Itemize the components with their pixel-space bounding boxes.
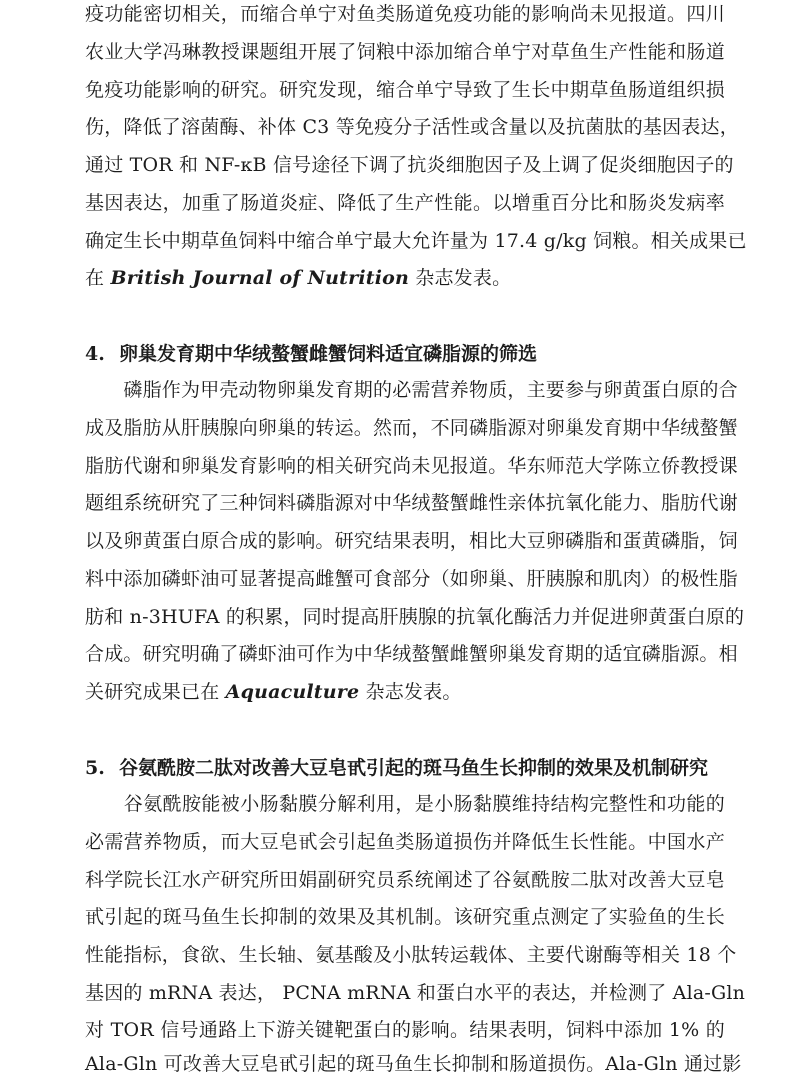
paragraph-line: 必需营养物质，而大豆皂甙会引起鱼类肠道损伤并降低生长性能。中国水产: [85, 831, 725, 853]
paragraph-line: 合成。研究明确了磷虾油可作为中华绒螯蟹雌蟹卵巢发育期的适宜磷脂源。相: [85, 643, 738, 665]
paragraph-line: 肪和 n-3HUFA 的积累，同时提高肝胰腺的抗氧化酶活力并促进卵黄蛋白原的: [85, 606, 745, 628]
paragraph-line: Ala-Gln 可改善大豆皂甙引起的斑马鱼生长抑制和肠道损伤。Ala-Gln 通过影: [85, 1053, 742, 1075]
paragraph-line: 性能指标，食欲、生长轴、氨基酸及小肽转运载体、主要代谢酶等相关 18 个: [85, 944, 737, 966]
section-number: 4.: [85, 343, 105, 365]
text-span: 杂志发表。: [359, 681, 462, 703]
paragraph-line: 农业大学冯琳教授课题组开展了饲粮中添加缩合单宁对草鱼生产性能和肠道: [85, 41, 725, 63]
paragraph-line: 科学院长江水产研究所田娟副研究员系统阐述了谷氨酰胺二肽对改善大豆皂: [85, 869, 725, 891]
text-span: 杂志发表。: [409, 267, 512, 289]
section-heading: [85, 756, 745, 780]
paragraph-line: 成及脂肪从肝胰腺向卵巢的转运。然而，不同磷脂源对卵巢发育期中华绒螯蟹: [85, 417, 738, 439]
section-title: 卵巢发育期中华绒螯蟹雌蟹饲料适宜磷脂源的筛选: [119, 343, 538, 365]
text-span: 关研究成果已在: [85, 681, 226, 703]
paragraph-line: 基因的 mRNA 表达， PCNA mRNA 和蛋白水平的表达，并检测了 Ala-Gln: [85, 982, 746, 1004]
paragraph-line: 伤，降低了溶菌酶、补体 C3 等免疫分子活性或含量以及抗菌肽的基因表达，: [85, 116, 739, 138]
journal-name: Aquaculture: [225, 681, 360, 703]
journal-name: British Journal of Nutrition: [110, 267, 410, 289]
paragraph-line: 甙引起的斑马鱼生长抑制的效果及其机制。该研究重点测定了实验鱼的生长: [85, 906, 725, 928]
paragraph-last-line: [85, 680, 725, 704]
paragraph-line: 确定生长中期草鱼饲料中缩合单宁最大允许量为 17.4 g/kg 饲粮。相关成果已: [85, 230, 747, 252]
paragraph-line: 谷氨酰胺能被小肠黏膜分解利用，是小肠黏膜维持结构完整性和功能的: [85, 793, 725, 815]
paragraph-line: 脂肪代谢和卵巢发育影响的相关研究尚未见报道。华东师范大学陈立侨教授课: [85, 455, 738, 477]
text-span: 在: [85, 267, 111, 289]
section-heading: [85, 342, 745, 366]
paragraph-line: 题组系统研究了三种饲料磷脂源对中华绒螯蟹雌性亲体抗氧化能力、脂肪代谢: [85, 492, 738, 514]
section-title: 谷氨酰胺二肽对改善大豆皂甙引起的斑马鱼生长抑制的效果及机制研究: [119, 757, 709, 779]
paragraph-line: 疫功能密切相关，而缩合单宁对鱼类肠道免疫功能的影响尚未见报道。四川: [85, 3, 725, 25]
paragraph-line: 以及卵黄蛋白原合成的影响。研究结果表明，相比大豆卵磷脂和蛋黄磷脂，饲: [85, 530, 738, 552]
section-number: 5.: [85, 757, 105, 779]
paragraph-line: 通过 TOR 和 NF-κB 信号途径下调了抗炎细胞因子及上调了促炎细胞因子的: [85, 154, 734, 176]
paragraph-line: 免疫功能影响的研究。研究发现，缩合单宁导致了生长中期草鱼肠道组织损: [85, 79, 725, 101]
paragraph-line: 料中添加磷虾油可显著提高雌蟹可食部分（如卵巢、肝胰腺和肌肉）的极性脂: [85, 568, 738, 590]
paragraph-line: 磷脂作为甲壳动物卵巢发育期的必需营养物质，主要参与卵黄蛋白原的合: [85, 379, 738, 401]
paragraph-last-line: [85, 266, 725, 290]
paragraph-line: 基因表达，加重了肠道炎症、降低了生产性能。以增重百分比和肠炎发病率: [85, 192, 725, 214]
paragraph-line: 对 TOR 信号通路上下游关键靶蛋白的影响。结果表明，饲料中添加 1% 的: [85, 1019, 725, 1041]
